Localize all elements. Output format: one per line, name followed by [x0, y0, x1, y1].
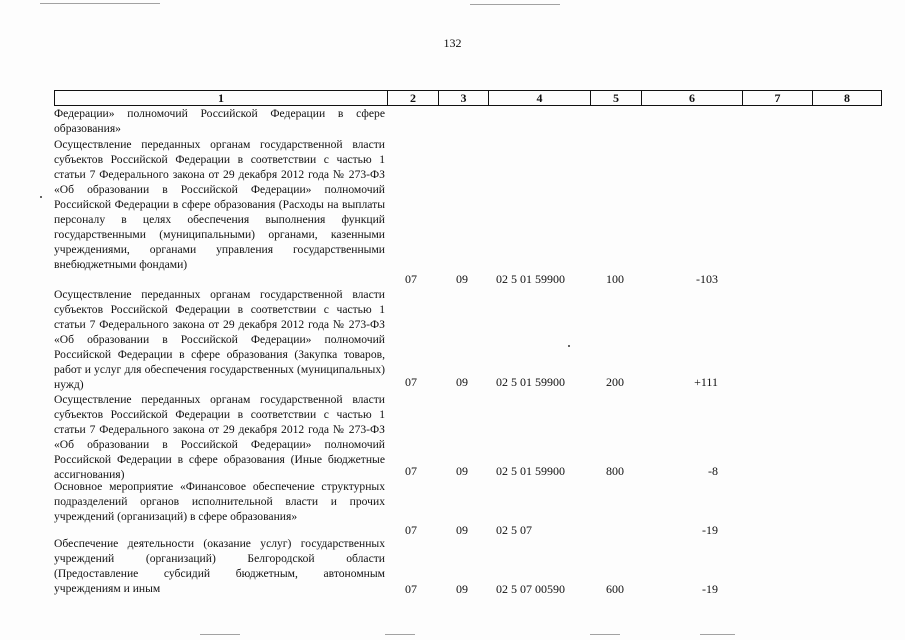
expense-type-code: 800	[606, 464, 624, 478]
section-code: 07	[405, 464, 417, 478]
header-col-3: 3	[439, 91, 489, 105]
target-article-code: 02 5 01 59900	[496, 464, 565, 478]
expense-type-code: 600	[606, 582, 624, 596]
table-row	[54, 536, 882, 606]
row-description: Осуществление переданных органам государственной власти субъектов Российской Федерации в соответствии с частью 1 статьи 7 Федерального закона от 29 декабря 2012 года № 273-ФЗ «Об образовании в Российской Федерации» полномочий Российской Федерации в сфере образования (Расходы на выплаты персоналу в целях обеспечения выполнения функций государственными (муниципальными) органами, казенными учреждениями, органами управления государственными внебюджетными фондами)	[54, 138, 385, 271]
expense-type-code: 100	[606, 272, 624, 286]
scan-artifact	[470, 4, 560, 5]
amount-change: -19	[702, 523, 718, 537]
continued-description: Федерации» полномочий Российской Федерации в сфере образования»	[54, 107, 385, 135]
target-article-code: 02 5 01 59900	[496, 375, 565, 389]
row-description: Обеспечение деятельности (оказание услуг) государственных учреждений (организаций) Белгородской области (Предоставление субсидий бюджетным, автономным учреждениям и иным	[54, 537, 385, 595]
header-col-7: 7	[743, 91, 813, 105]
subsection-code: 09	[456, 523, 468, 537]
row-description: Осуществление переданных органам государственной власти субъектов Российской Федерации в соответствии с частью 1 статьи 7 Федерального закона от 29 декабря 2012 года № 273-ФЗ «Об образовании в Российской Федерации» полномочий Российской Федерации в сфере образования (Закупка товаров, работ и услуг для обеспечения государственных (муниципальных) нужд)	[54, 288, 385, 391]
scan-artifact	[385, 634, 415, 635]
scan-speck	[568, 345, 570, 347]
row-description: Осуществление переданных органам государственной власти субъектов Российской Федерации в соответствии с частью 1 статьи 7 Федерального закона от 29 декабря 2012 года № 273-ФЗ «Об образовании в Российской Федерации» полномочий Российской Федерации в сфере образования (Иные бюджетные ассигнования)	[54, 393, 385, 481]
table-row	[54, 137, 882, 287]
scan-speck	[40, 196, 42, 198]
amount-change: +111	[694, 375, 718, 389]
target-article-code: 02 5 07 00590	[496, 582, 565, 596]
subsection-code: 09	[456, 272, 468, 286]
subsection-code: 09	[456, 375, 468, 389]
amount-change: -8	[708, 464, 718, 478]
page-number: 132	[443, 36, 462, 50]
target-article-code: 02 5 01 59900	[496, 272, 565, 286]
header-col-1: 1	[55, 91, 388, 105]
section-code: 07	[405, 523, 417, 537]
subsection-code: 09	[456, 582, 468, 596]
header-col-2: 2	[388, 91, 439, 105]
row-description: Основное мероприятие «Финансовое обеспечение структурных подразделений органов исполнительной власти и прочих учреждений (организаций) в сфере образования»	[54, 480, 385, 523]
scan-artifact	[700, 634, 735, 635]
scan-artifact	[40, 3, 160, 4]
header-col-6: 6	[642, 91, 743, 105]
amount-change: -103	[696, 272, 718, 286]
table-header-row	[54, 90, 882, 106]
target-article-code: 02 5 07	[496, 523, 532, 537]
expense-type-code: 200	[606, 375, 624, 389]
scan-artifact	[590, 634, 620, 635]
table-row	[54, 287, 882, 392]
section-code: 07	[405, 272, 417, 286]
section-code: 07	[405, 582, 417, 596]
subsection-code: 09	[456, 464, 468, 478]
header-col-5: 5	[591, 91, 642, 105]
header-col-4: 4	[489, 91, 591, 105]
table-row	[54, 479, 882, 539]
amount-change: -19	[702, 582, 718, 596]
header-col-8: 8	[844, 91, 850, 105]
section-code: 07	[405, 375, 417, 389]
table-row	[54, 392, 882, 482]
scan-artifact	[200, 634, 240, 635]
